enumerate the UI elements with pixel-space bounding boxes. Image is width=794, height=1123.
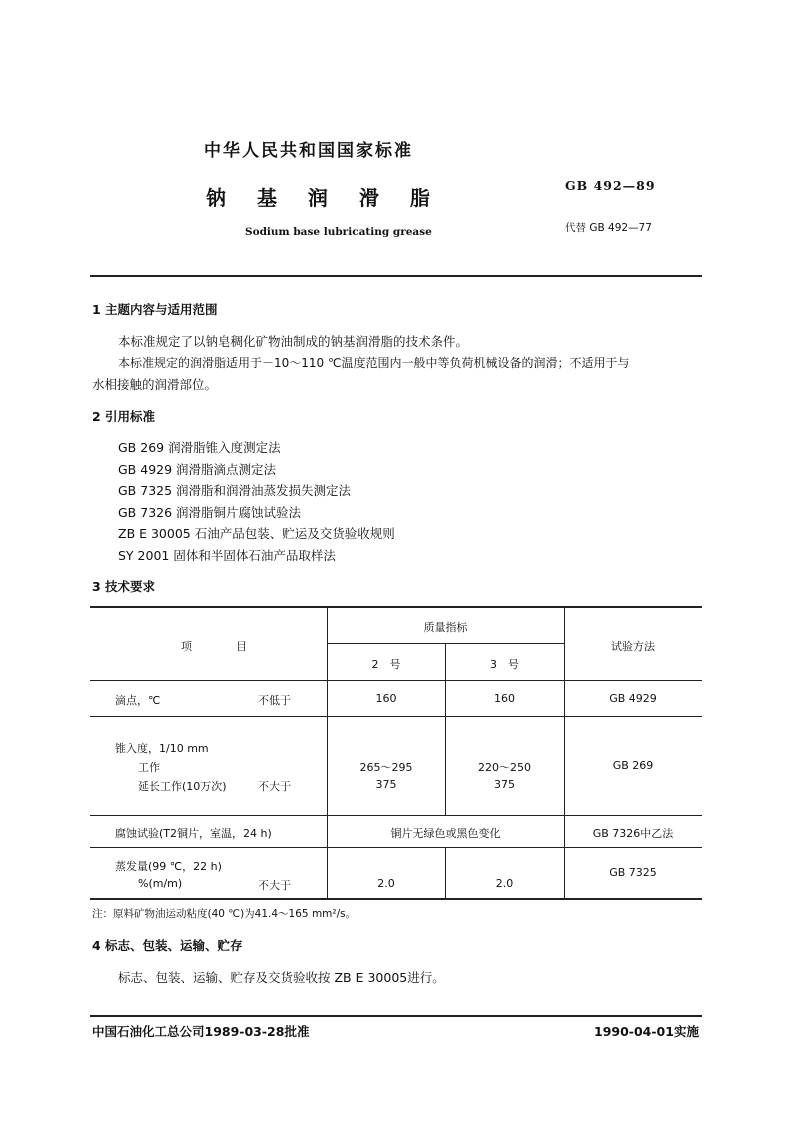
table-cell-grade-2: 160 <box>375 692 397 705</box>
table-cell-item: 滴点，℃ <box>115 694 161 707</box>
table-rule <box>90 716 702 717</box>
table-cell-condition: 不大于 <box>258 879 291 892</box>
section-1-para-2-cont: 水相接触的润滑部位。 <box>92 377 218 392</box>
table-cell-grade-2: 375 <box>375 778 397 791</box>
table-col-rule <box>445 847 446 899</box>
table-cell-grade-2: 265～295 <box>359 761 413 774</box>
table-cell-method: GB 7325 <box>609 866 657 879</box>
table-cell-subitem: %(m/m) <box>138 877 183 890</box>
table-rule <box>90 680 702 681</box>
section-1-para-2: 本标准规定的润滑脂适用于－10～110 ℃温度范围内一般中等负荷机械设备的润滑；不适用于与 <box>118 356 630 370</box>
section-1-para-1: 本标准规定了以钠皂稠化矿物油制成的钠基润滑脂的技术条件。 <box>118 334 469 349</box>
header-divider <box>90 275 702 277</box>
table-cell-item: 腐蚀试验(T2铜片，室温，24 h) <box>115 827 272 840</box>
english-title: Sodium base lubricating grease <box>245 226 432 238</box>
table-header-item: 项 目 <box>181 640 247 653</box>
org-title: 中华人民共和国国家标准 <box>204 141 413 161</box>
reference-item: ZB E 30005 石油产品包装、贮运及交货验收规则 <box>118 526 395 541</box>
table-cell-condition: 不大于 <box>258 780 291 793</box>
replaces-standard: 代替 GB 492—77 <box>565 222 652 234</box>
table-cell-condition: 不低于 <box>258 694 291 707</box>
reference-item: SY 2001 固体和半固体石油产品取样法 <box>118 548 336 563</box>
table-top-rule <box>90 606 702 608</box>
section-1-heading: 1 主题内容与适用范围 <box>92 302 218 317</box>
reference-item: GB 7326 润滑脂铜片腐蚀试验法 <box>118 505 302 520</box>
section-3-heading: 3 技术要求 <box>92 579 156 594</box>
approval-line: 中国石油化工总公司1989-03-28批准 <box>92 1024 310 1039</box>
table-cell-grade-2: 2.0 <box>377 877 395 890</box>
table-header-method: 试验方法 <box>611 640 655 653</box>
table-header-grade-3: 3 号 <box>490 658 519 671</box>
reference-item: GB 7325 润滑脂和润滑油蒸发损失测定法 <box>118 483 352 498</box>
reference-item: GB 269 润滑脂锥入度测定法 <box>118 440 281 455</box>
table-header-quality: 质量指标 <box>423 621 468 634</box>
footer-divider <box>90 1015 702 1017</box>
section-4-para-1: 标志、包装、运输、贮存及交货验收按 ZB E 30005进行。 <box>118 970 445 985</box>
table-col-rule <box>327 606 328 899</box>
table-header-grade-2: 2 号 <box>371 658 401 671</box>
section-2-heading: 2 引用标准 <box>92 409 156 424</box>
table-cell-item: 蒸发量(99 ℃，22 h) <box>115 860 222 873</box>
table-cell-grade-3: 160 <box>494 692 515 705</box>
table-cell-grade-3: 220～250 <box>478 761 531 774</box>
effective-date: 1990-04-01实施 <box>594 1024 699 1039</box>
table-note: 注：原料矿物油运动粘度(40 ℃)为41.4～165 mm²/s。 <box>92 908 357 920</box>
reference-item: GB 4929 润滑脂滴点测定法 <box>118 462 277 477</box>
table-cell-method: GB 269 <box>612 759 654 772</box>
table-cell-item: 锥入度，1/10 mm <box>115 742 209 755</box>
table-cell-subitem: 延长工作(10万次) <box>138 780 227 793</box>
table-cell-value: 铜片无绿色或黑色变化 <box>390 827 501 840</box>
table-cell-method: GB 4929 <box>609 692 657 705</box>
table-cell-method: GB 7326中乙法 <box>592 827 674 840</box>
table-rule <box>90 815 702 816</box>
table-rule <box>90 847 702 848</box>
table-cell-grade-3: 2.0 <box>495 877 514 890</box>
section-4-heading: 4 标志、包装、运输、贮存 <box>92 938 243 953</box>
table-bottom-rule <box>90 898 702 900</box>
table-cell-grade-3: 375 <box>494 778 515 791</box>
standard-title: 钠 基 润 滑 脂 <box>206 186 442 210</box>
standard-number: GB 492—89 <box>565 178 656 193</box>
table-cell-subitem: 工作 <box>138 761 160 774</box>
